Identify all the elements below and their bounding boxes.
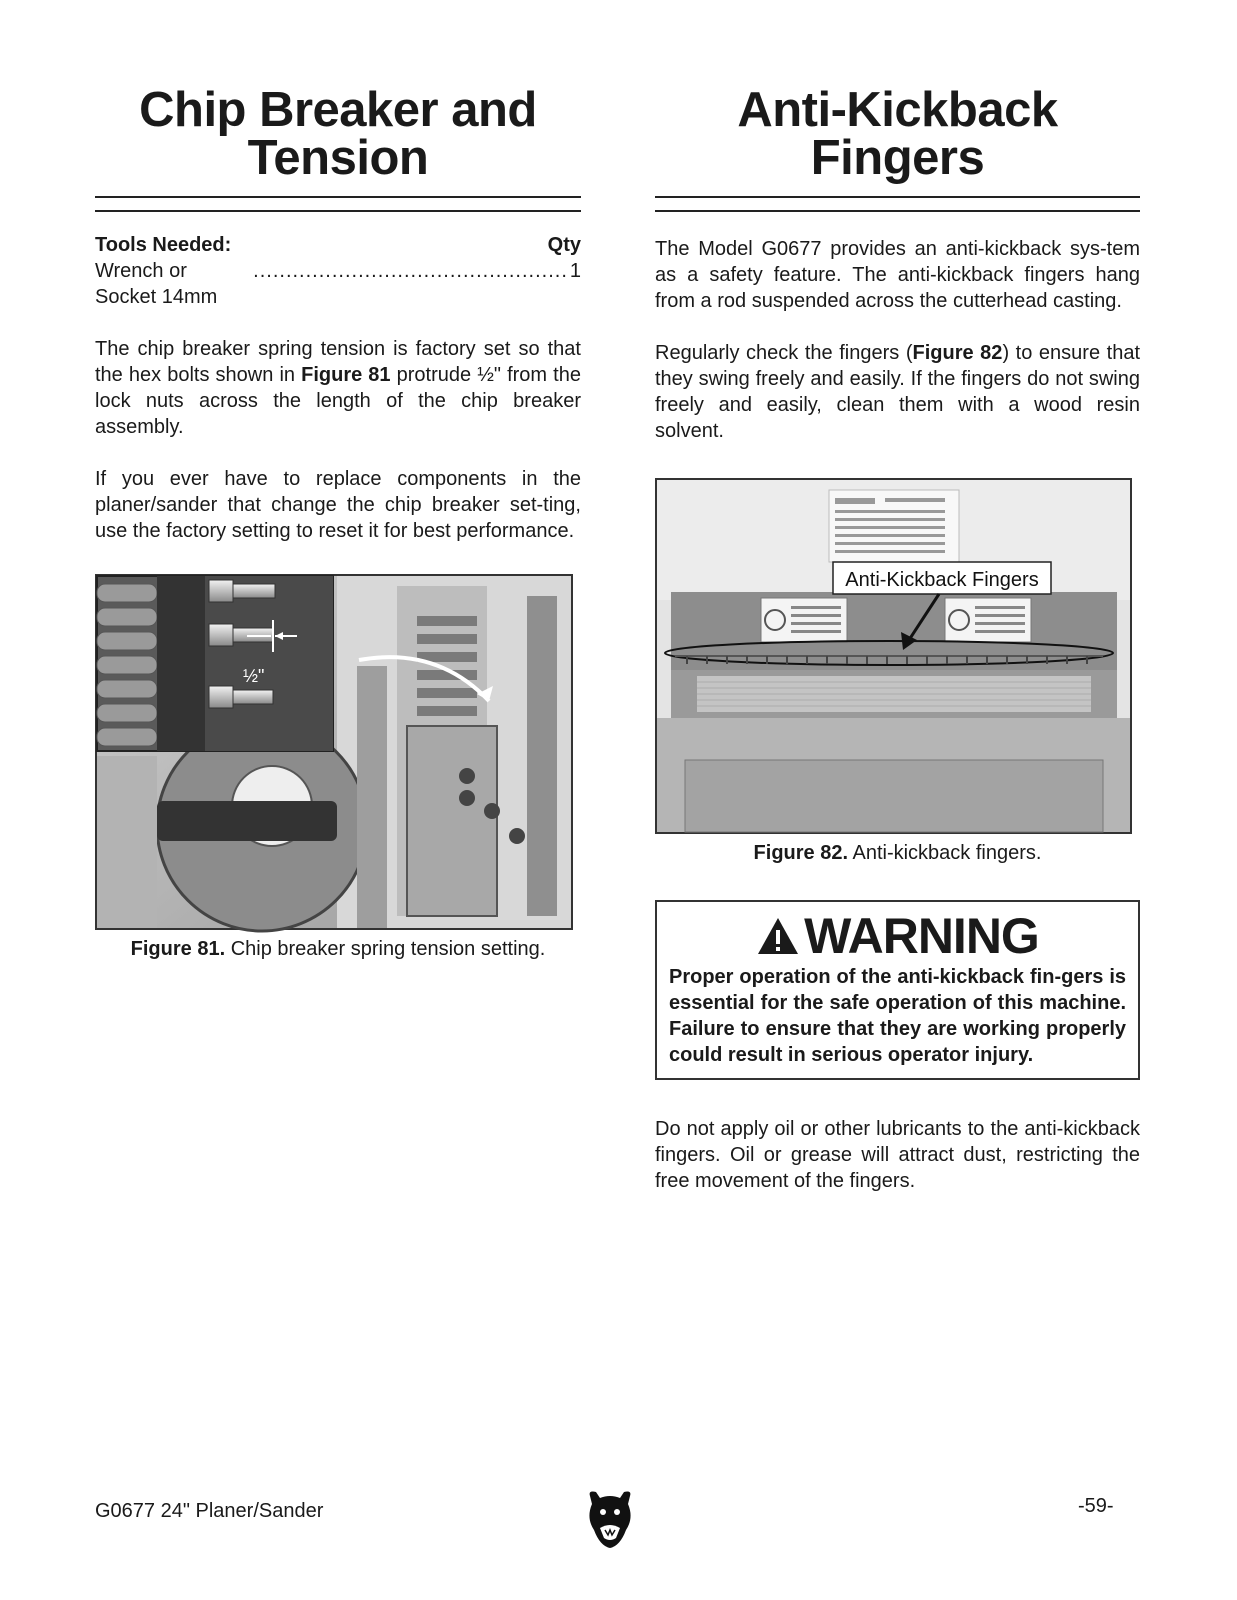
tools-needed xyxy=(95,232,581,310)
bear-logo-icon xyxy=(586,1488,634,1550)
section-title-anti-kickback: Anti-Kickback Fingers xyxy=(737,83,1058,185)
figure-82-reference: Figure 82 xyxy=(912,342,1003,364)
title-rule xyxy=(95,196,581,212)
anti-kickback-paragraph-2: Regularly check the fingers (Figure 82) to ensure that they swing freely and easily. If the fingers do not swing freely and easily, clean them with a wood resin solvent. xyxy=(655,342,1140,442)
qty-label: Qty xyxy=(547,234,581,256)
figure-81-caption: Figure 81. Chip breaker spring tension setting. xyxy=(130,938,546,960)
title-rule xyxy=(655,196,1140,212)
figure-82-photo xyxy=(655,478,1132,834)
anti-kickback-photo-illustration xyxy=(657,480,1130,832)
right-column xyxy=(655,83,1140,1194)
anti-kickback-paragraph-1: The Model G0677 provides an anti-kickback sys-tem as a safety feature. The anti-kickback fingers hang from a rod suspended across the cutterhead casting. xyxy=(655,238,1140,312)
chip-breaker-photo-illustration xyxy=(97,576,571,928)
chip-breaker-paragraph-2: If you ever have to replace components in the planer/sander that change the chip breaker set-ting, use the factory setting to reset it for best performance. xyxy=(95,468,581,542)
footer-model: G0677 24" Planer/Sander xyxy=(95,1500,324,1522)
figure-82-callout: Anti-Kickback Fingers xyxy=(845,569,1039,591)
warning-text: Proper operation of the anti-kickback fin-gers is essential for the safe operation of this machine. Failure to ensure that they are working properly could result in serious operator injury. xyxy=(669,966,1126,1066)
tools-label: Tools Needed: xyxy=(95,234,232,256)
tool-name: Wrench or Socket 14mm xyxy=(95,260,218,308)
figure-81-photo xyxy=(95,574,573,930)
tool-qty: 1 xyxy=(569,260,581,282)
figure-81-reference: Figure 81 xyxy=(301,364,391,386)
warning-title: WARNING xyxy=(669,910,1126,962)
figure-82-caption: Figure 82. Anti-kickback fingers. xyxy=(753,842,1042,864)
left-column xyxy=(95,83,581,962)
tool-row xyxy=(95,258,581,310)
tools-header xyxy=(95,232,581,258)
footer-page-number: -59- xyxy=(1078,1495,1114,1517)
tool-dots: ................................................ xyxy=(253,260,568,282)
section-title-chip-breaker: Chip Breaker and Tension xyxy=(139,83,537,185)
anti-kickback-paragraph-3: Do not apply oil or other lubricants to the anti-kickback fingers. Oil or grease will attract dust, restricting the free movement of the fingers. xyxy=(655,1118,1140,1192)
figure-81-callout: ½" xyxy=(243,666,265,686)
chip-breaker-paragraph-1: The chip breaker spring tension is factory set so that the hex bolts shown in Figure 81 protrude ½" from the lock nuts across the length of the chip breaker assembly. xyxy=(95,338,581,438)
warning-box xyxy=(655,900,1140,1080)
warning-triangle-icon xyxy=(756,916,800,956)
